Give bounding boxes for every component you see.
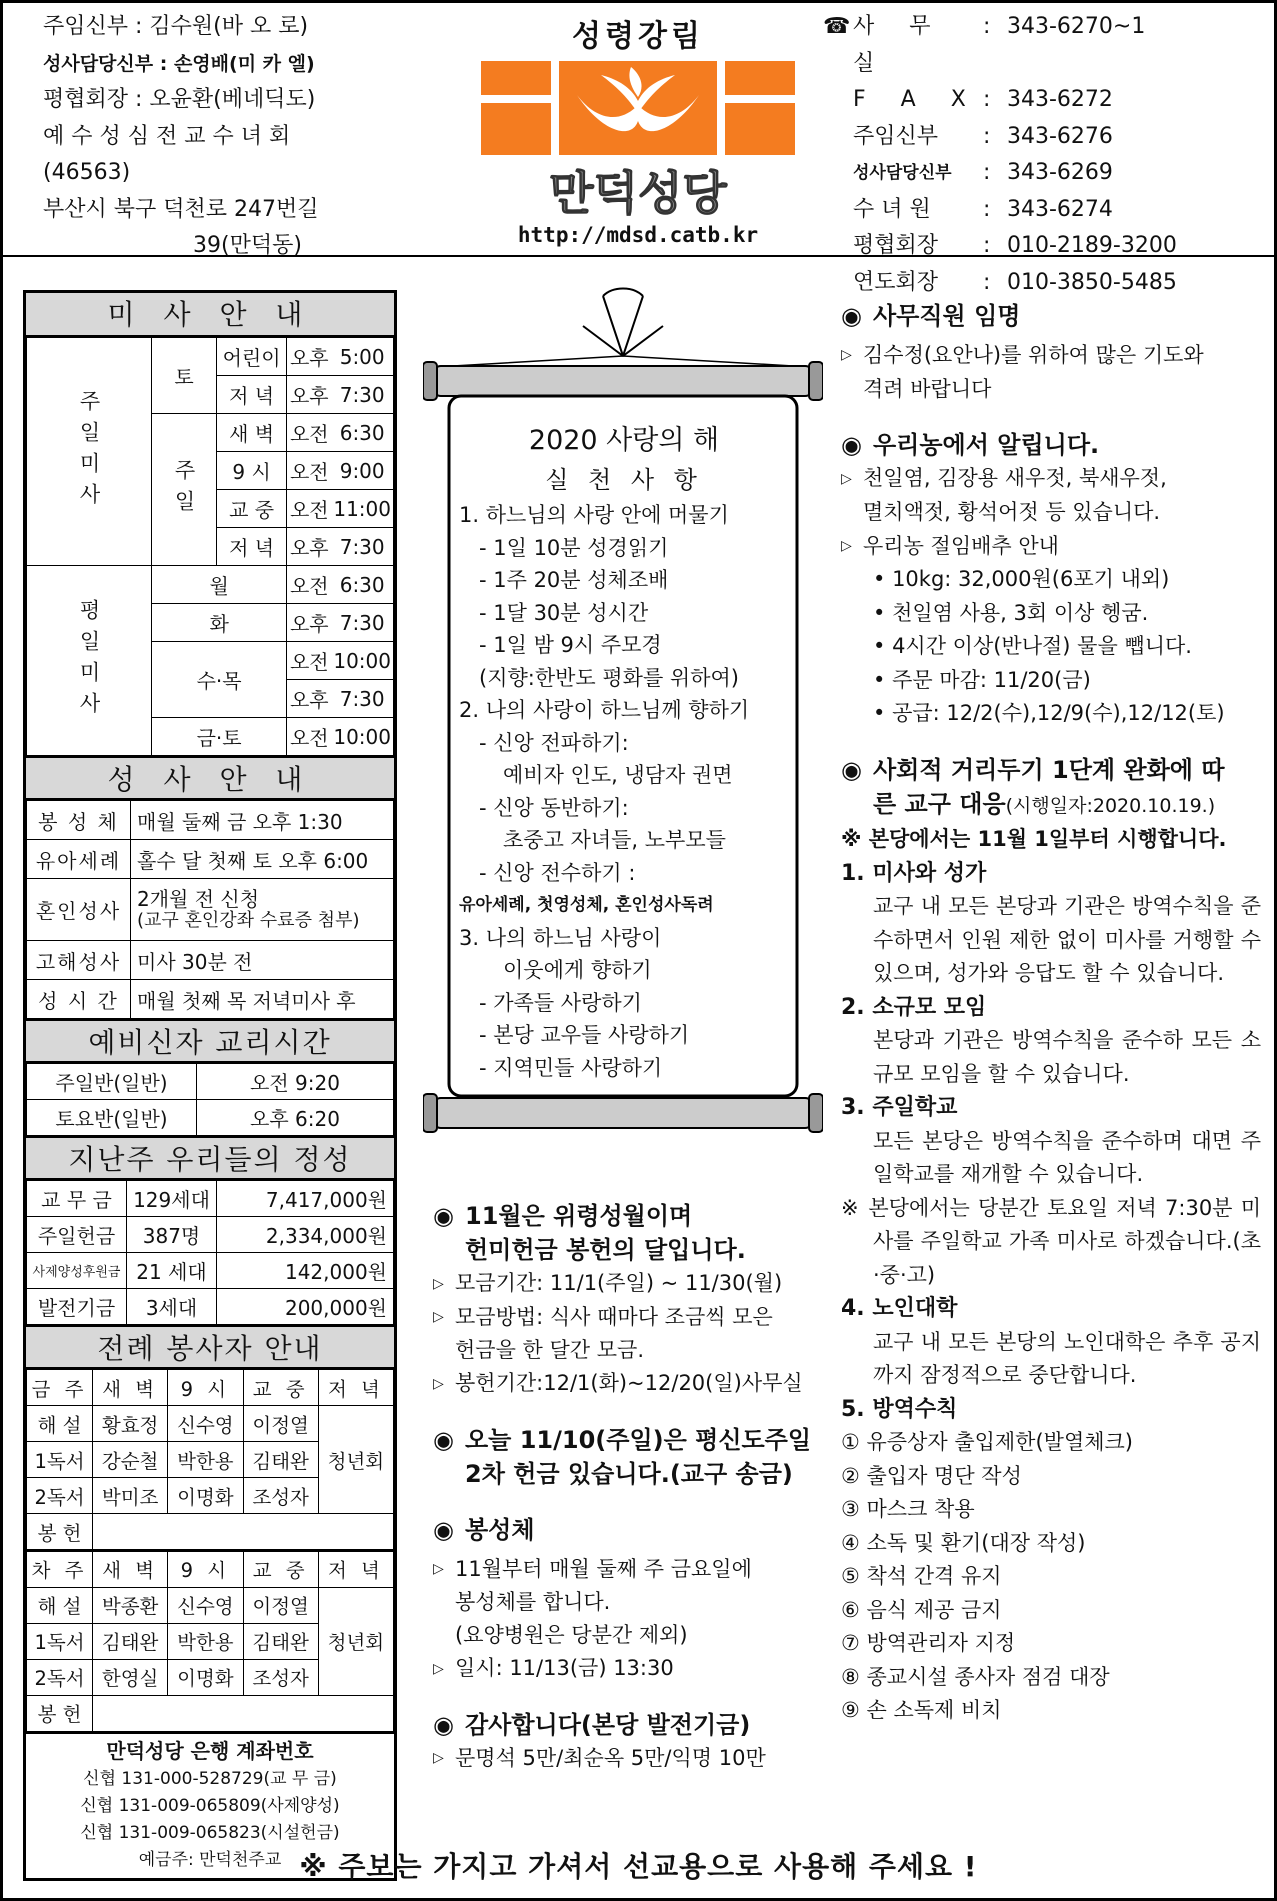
- triangle-icon: ▷: [433, 1660, 444, 1677]
- servers-next-week-table: 차 주 새 벽 9 시 교 중 저 녁 해 설 박종환 신수영 이정열 청년회 1독서 김태완 박한용 김태완 2독서 한영실 이명화 조성자 봉 헌: [26, 1550, 394, 1732]
- scroll-content: 2020 사랑의 해 실 천 사 항 1. 하느님의 사랑 안에 머물기 - 1일 10분 성경읽기 - 1주 20분 성체조배 - 1달 30분 성시간 - 1일 밤 9시 주모경 (지향:한반도 평화를 위하여) 2. 나의 사랑이 하느님께 향하기 - 신앙 전파하기: 예비자 인도, 냉담자 권면 - 신앙 동반하기: 초중고 자녀들, 노부모들 - 신앙 전수하기 : 유아세례, 첫영성체, 혼인성사독려 3. 나의 하느님 사랑이 이웃에게 향하기 - 가족들 사랑하기 - 본당 교우들 사랑하기 - 지역민들 사랑하기: [459, 421, 789, 1084]
- catechism-title: 예비신자 교리시간: [26, 1019, 394, 1063]
- offering-title: 지난주 우리들의 정성: [26, 1136, 394, 1180]
- contact-row: 사 무 실 : 343-6270~1: [853, 14, 1146, 76]
- sunday-mass-label: 주일미사: [27, 338, 152, 566]
- bulletin-title: 성령강림: [572, 19, 704, 54]
- mass-table: 주일미사 토 어린이 오후 5:00 저 녁 오후 7:30 주일 새 벽 오전 6:30 9 시 오전 9:00 교 중 오전 11:00 저 녁 오후 7:30 평일미사 월 오전 6:30 화 오후 7:30 수·목 오전 10:00 오후 7:30 금·토 오전 10:00: [26, 337, 394, 756]
- love-year-scroll: [423, 286, 823, 1146]
- contact-row: 성사담당신부 : 343-6269: [853, 160, 1113, 185]
- website-url[interactable]: http://mdsd.catb.kr: [517, 223, 759, 247]
- weekday-mass-label: 평일미사: [27, 566, 152, 756]
- servers-this-week-table: 금 주 새 벽 9 시 교 중 저 녁 해 설 황효정 신수영 이정열 청년회 1독서 강순철 박한용 김태완 2독서 박미조 이명화 조성자 봉 헌: [26, 1369, 394, 1550]
- sunday-label: 주일: [152, 414, 217, 566]
- zip-code: (46563): [43, 160, 131, 185]
- nuns: 예 수 성 심 전 교 수 녀 회: [43, 123, 291, 149]
- right-notices: ◉ 사무직원 임명 ▷ 김수정(요안나)를 위하여 많은 기도와 격려 바랍니다 ◉ 우리농에서 알립니다. ▷ 천일염, 김장용 새우젓, 북새우젓, 멸치액젓, 황석어젓 등 있습니다. ▷ 우리농 절임배추 안내 • 10kg: 32,000원(6포기 내외) • 천일염 사용, 3회 이상 헹굼. • 4시간 이상(반나절) 물을 뺍니다. • 주문 마감: 11/20(금) • 공급: 12/2(수),12/9(수),12/12(토) ◉ 사회적 거리두기 1단계 완화에 따 른 교구 대응(시행일자:2020.10.19.) ※ 본당에서는 11월 1일부터 시행합니다. 1. 미사와 성가 교구 내 모든 본당과 기관은 방역수칙을 준수하면서 인원 제한 없이 미사를 거행할 수 있으며, 성가와 응답도 할 수 있습니다. 2. 소규모 모임 본당과 기관은 방역수칙을 준수하 모든 소규모 모임을 할 수 있습니다. 3. 주일학교 모든 본당은 방역수칙을 준수하며 대면 주일학교를 재개할 수 있습니다. ※ 본당에서는 당분간 토요일 저녁 7:30분 미사를 주일학교 가족 미사로 하겠습니다.(초·중·고) 4. 노인대학 교구 내 모든 본당의 노인대학은 추후 공지까지 잠정적으로 중단합니다. 5. 방역수칙 ① 유증상자 출입제한(발열체크) ② 출입자 명단 작성 ③ 마스크 착용 ④ 소독 및 환기(대장 작성) ⑤ 착석 간격 유지 ⑥ 음식 제공 금지 ⑦ 방역관리자 지정 ⑧ 종교시설 종사자 점검 대장 ⑨ 손 소독제 비치: [841, 299, 1261, 1728]
- triangle-icon: ▷: [433, 1275, 444, 1292]
- parish-logo: [481, 61, 795, 217]
- contact-row: 주임신부 : 343-6276: [853, 123, 1113, 149]
- saturday-label: 토: [152, 338, 217, 414]
- bullseye-icon: ◉: [841, 302, 862, 330]
- bullseye-icon: ◉: [433, 1202, 454, 1230]
- address-line-1: 부산시 북구 덕천로 247번길: [43, 196, 319, 222]
- contact-row: 연도회장 : 010-3850-5485: [853, 269, 1177, 295]
- triangle-icon: ▷: [841, 347, 852, 364]
- bank-accounts: 만덕성당 은행 계좌번호 신협 131-000-528729(교 무 금) 신협 131-009-065809(사제양성) 신협 131-009-065823(시설헌금) 예금주: 만덕천주교: [26, 1732, 394, 1878]
- telephone-icon: ☎: [823, 14, 851, 39]
- header-center: [473, 11, 803, 247]
- assistant-priest: 성사담당신부 : 손영배(미 카 엘): [43, 52, 315, 75]
- scroll-title: 2020 사랑의 해: [528, 425, 720, 456]
- offering-table: 교 무 금 129세대 7,417,000원 주일헌금 387명 2,334,000원 사제양성후원금 21 세대 142,000원 발전기금 3세대 200,000원: [26, 1180, 394, 1325]
- triangle-icon: ▷: [841, 537, 852, 554]
- middle-notices: ◉ 11월은 위령성월이며 헌미헌금 봉헌의 달입니다. ▷ 모금기간: 11/1(주일) ~ 11/30(월) ▷ 모금방법: 식사 때마다 조금씩 모은 헌금을 한 달간 모금. ▷ 봉헌기간:12/1(화)~12/20(일)사무실 ◉ 오늘 11/10(주일)은 평신도주일 2차 헌금 있습니다.(교구 송금) ◉ 봉성체 ▷ 11월부터 매월 둘째 주 금요일에 봉성체를 합니다. (요양병원은 당분간 제외) ▷ 일시: 11/13(금) 13:30 ◉ 감사합니다(본당 발전기금) ▷ 문명석 5만/최순옥 5만/익명 10만: [433, 1199, 823, 1775]
- contact-row: F A X : 343-6272: [853, 87, 1113, 112]
- bullseye-icon: ◉: [433, 1710, 454, 1739]
- sacrament-title: 성 사 안 내: [26, 756, 394, 800]
- left-info-panel: [23, 290, 397, 1881]
- address-line-2: 39(만덕동): [193, 233, 302, 258]
- header-contacts: [823, 9, 1263, 301]
- triangle-icon: ▷: [841, 470, 852, 487]
- council-president: 평협회장 : 오윤환(베네딕도): [43, 87, 316, 112]
- bullseye-icon: ◉: [433, 1515, 454, 1544]
- header-left-info: [43, 9, 483, 265]
- bullseye-icon: ◉: [433, 1425, 454, 1454]
- catechism-table: 주일반(일반) 오전 9:20 토요반(일반) 오후 6:20: [26, 1063, 394, 1136]
- contact-row: 수 녀 원 : 343-6274: [853, 196, 1113, 222]
- sacrament-table: 봉 성 체 매월 둘째 금 오후 1:30 유아세례 홀수 달 첫째 토 오후 6:00 혼인성사 2개월 전 신청 (교구 혼인강좌 수료증 첨부) 고해성사 미사 30분 전 성 시 간 매월 첫째 목 저녁미사 후: [26, 800, 394, 1019]
- bullseye-icon: ◉: [841, 431, 862, 460]
- bullseye-icon: ◉: [841, 755, 862, 784]
- triangle-icon: ▷: [433, 1375, 444, 1392]
- scroll-subtitle: 실 천 사 항: [545, 466, 703, 494]
- mass-title: 미 사 안 내: [26, 293, 394, 337]
- triangle-icon: ▷: [433, 1309, 444, 1325]
- header: [3, 3, 1274, 295]
- logo-text: 만덕성당: [549, 166, 727, 217]
- contact-row: 평협회장 : 010-2189-3200: [853, 233, 1177, 258]
- pastor: 주임신부 : 김수원(바 오 로): [43, 14, 309, 39]
- servers-title: 전례 봉사자 안내: [26, 1325, 394, 1369]
- triangle-icon: ▷: [433, 1561, 444, 1577]
- footer-note: ※ 주보는 가지고 가셔서 선교용으로 사용해 주세요 !: [299, 1850, 978, 1883]
- triangle-icon: ▷: [433, 1750, 444, 1766]
